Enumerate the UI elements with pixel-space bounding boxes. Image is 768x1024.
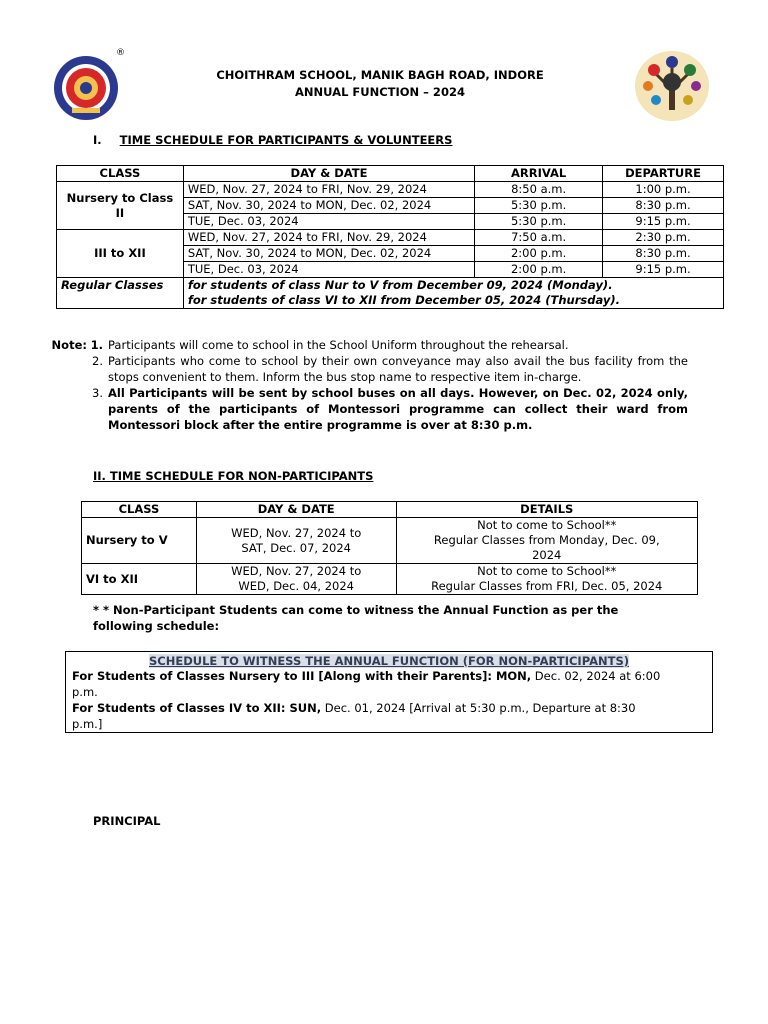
function-title: ANNUAL FUNCTION – 2024: [295, 85, 465, 99]
class-cell: III to XII: [57, 230, 184, 278]
departure-cell: 8:30 p.m.: [603, 246, 724, 262]
non-participants-schedule-table: [81, 501, 698, 595]
registered-mark: ®: [116, 48, 125, 58]
regular-classes-details: [183, 278, 723, 309]
departure-cell: 2:30 p.m.: [603, 230, 724, 246]
date-cell: SAT, Nov. 30, 2024 to MON, Dec. 02, 2024: [183, 246, 474, 262]
date-line1: WED, Nov. 27, 2024 to: [231, 525, 362, 540]
note-number: [48, 337, 108, 353]
footnote-line2: following schedule:: [93, 619, 220, 633]
table-row: [82, 564, 698, 595]
departure-cell: 8:30 p.m.: [603, 198, 724, 214]
table-row: [57, 230, 724, 246]
participants-schedule-table: [56, 165, 724, 309]
regular-classes-row: [57, 278, 724, 309]
note-text: Participants will come to school in the School Uniform throughout the rehearsal.: [108, 338, 569, 352]
note-number: 3.: [92, 386, 103, 400]
box-title: [72, 654, 706, 668]
box-line1-rest: Dec. 02, 2024 at 6:00: [531, 669, 661, 683]
note-text: All Participants will be sent by school buses on all days. However, on Dec. 02, 2024 only, parents of the participants of Montessori programme can collect their ward from Montessori block after the entire programme is over at 8:30 p.m.: [108, 386, 688, 432]
box-line-iv-xii: [72, 700, 706, 716]
detail-line3: 2024: [532, 548, 562, 562]
notes-block: [48, 337, 688, 433]
note-number: 2.: [92, 354, 103, 368]
header-details: DETAILS: [396, 502, 697, 518]
date-cell: WED, Nov. 27, 2024 to FRI, Nov. 29, 2024: [183, 182, 474, 198]
class-cell: Nursery to Class II: [57, 182, 184, 230]
arrival-cell: 7:50 a.m.: [475, 230, 603, 246]
witness-schedule-box: [65, 651, 713, 733]
header-departure: DEPARTURE: [603, 166, 724, 182]
date-cell: TUE, Dec. 03, 2024: [183, 262, 474, 278]
non-participant-footnote: [93, 602, 618, 634]
details-cell: [396, 564, 697, 595]
arrival-cell: 2:00 p.m.: [475, 262, 603, 278]
date-cell: [196, 564, 396, 595]
detail-line2: Regular Classes from FRI, Dec. 05, 2024: [431, 579, 663, 593]
detail-line1: Not to come to School**: [477, 518, 617, 532]
tree-emblem: [634, 50, 710, 122]
school-logo: [52, 48, 125, 122]
note-text: Participants who come to school by their own conveyance may also avail the bus facility from the stops convenient to them. Inform the bus stop name to respective item in-charge.: [108, 354, 688, 384]
arrival-cell: 2:00 p.m.: [475, 246, 603, 262]
arrival-cell: 5:30 p.m.: [475, 214, 603, 230]
details-cell: [396, 518, 697, 564]
date-cell: TUE, Dec. 03, 2024: [183, 214, 474, 230]
box-line-nursery: [72, 668, 706, 684]
regular-classes-line2: for students of class VI to XII from December 05, 2024 (Thursday).: [187, 293, 620, 307]
note-num-1: 1.: [90, 338, 103, 352]
school-name: CHOITHRAM SCHOOL, MANIK BAGH ROAD, INDORE: [216, 68, 544, 82]
table-header-row: [82, 502, 698, 518]
departure-cell: 1:00 p.m.: [603, 182, 724, 198]
date-cell: SAT, Nov. 30, 2024 to MON, Dec. 02, 2024: [183, 198, 474, 214]
note-item: [48, 385, 688, 433]
header-class: CLASS: [82, 502, 197, 518]
section1-numeral: I.: [93, 133, 102, 147]
arrival-cell: 8:50 a.m.: [475, 182, 603, 198]
detail-line2: Regular Classes from Monday, Dec. 09,: [433, 533, 660, 547]
header-class: CLASS: [57, 166, 184, 182]
date-line2: WED, Dec. 04, 2024: [238, 579, 354, 593]
detail-line1: Not to come to School**: [477, 564, 617, 578]
box-line1-cont: p.m.: [72, 685, 98, 699]
table-header-row: [57, 166, 724, 182]
box-line2-rest: Dec. 01, 2024 [Arrival at 5:30 p.m., Departure at 8:30: [321, 701, 636, 715]
box-line1-bold: For Students of Classes Nursery to III [Along with their Parents]: MON,: [72, 669, 532, 683]
date-cell: [196, 518, 396, 564]
header-day-date: DAY & DATE: [196, 502, 396, 518]
class-cell: VI to XII: [82, 564, 197, 595]
section1-title: [93, 133, 452, 147]
table-row: [57, 182, 724, 198]
regular-classes-line1: for students of class Nur to V from December 09, 2024 (Monday).: [187, 278, 613, 292]
date-line2: SAT, Dec. 07, 2024: [241, 540, 351, 555]
regular-classes-label: Regular Classes: [57, 278, 184, 309]
header-arrival: ARRIVAL: [475, 166, 603, 182]
note-label: Note:: [51, 338, 87, 352]
arrival-cell: 5:30 p.m.: [475, 198, 603, 214]
date-line1: WED, Nov. 27, 2024 to: [231, 564, 362, 578]
principal-signature: PRINCIPAL: [93, 814, 161, 828]
section2-title: [93, 469, 373, 483]
footnote-line1: * * Non-Participant Students can come to witness the Annual Function as per the: [93, 603, 619, 617]
departure-cell: 9:15 p.m.: [603, 262, 724, 278]
note-item: [48, 337, 688, 353]
departure-cell: 9:15 p.m.: [603, 214, 724, 230]
box-line2-bold: For Students of Classes IV to XII: SUN,: [72, 701, 322, 715]
header-day-date: DAY & DATE: [183, 166, 474, 182]
section1-title-text: TIME SCHEDULE FOR PARTICIPANTS & VOLUNTEERS: [119, 133, 453, 147]
date-cell: WED, Nov. 27, 2024 to FRI, Nov. 29, 2024: [183, 230, 474, 246]
box-title-text: SCHEDULE TO WITNESS THE ANNUAL FUNCTION (FOR NON-PARTICIPANTS): [149, 654, 629, 668]
note-item: [48, 353, 688, 385]
table-row: [82, 518, 698, 564]
box-line2-cont: p.m.]: [72, 717, 103, 731]
section2-title-text: II. TIME SCHEDULE FOR NON-PARTICIPANTS: [93, 469, 374, 483]
class-cell: Nursery to V: [82, 518, 197, 564]
